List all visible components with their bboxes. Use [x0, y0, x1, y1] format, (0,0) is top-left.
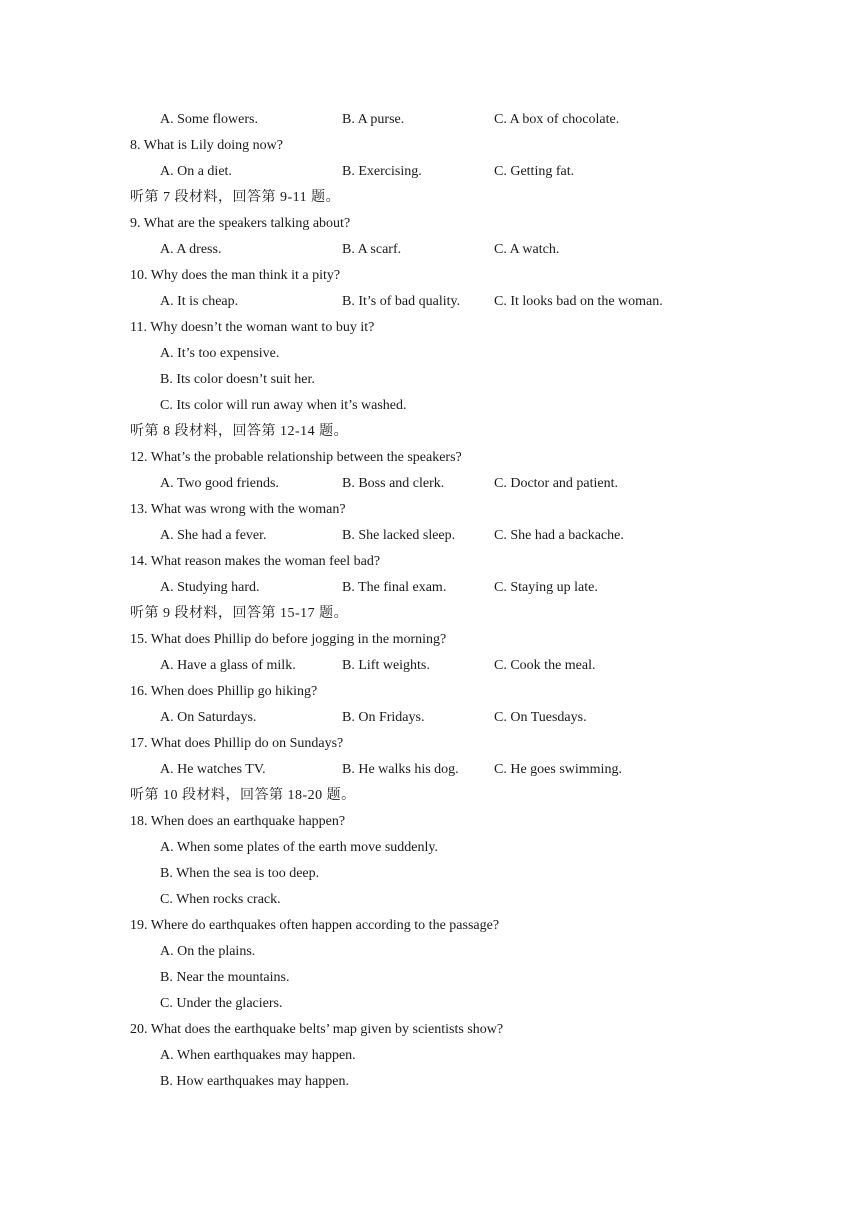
option-b: B. Boss and clerk.: [342, 476, 445, 491]
option-a: A. Some flowers.: [160, 112, 258, 127]
question-17: 17. What does Phillip do on Sundays?: [130, 736, 344, 751]
option-c: C. Doctor and patient.: [494, 476, 619, 491]
question-8-options: [0, 159, 860, 185]
question-18-option-b: B. When the sea is too deep.: [160, 866, 320, 881]
question-14: 14. What reason makes the woman feel bad?: [130, 554, 381, 569]
question-19-option-c: C. Under the glaciers.: [160, 996, 283, 1011]
question-15: 15. What does Phillip do before jogging in the morning?: [130, 632, 447, 647]
question-18-option-c: C. When rocks crack.: [160, 892, 281, 907]
question-9-options: [0, 237, 860, 263]
option-c: C. Getting fat.: [494, 164, 575, 179]
option-c: C. A watch.: [494, 242, 560, 257]
option-c: C. A box of chocolate.: [494, 112, 620, 127]
option-a: A. It is cheap.: [160, 294, 239, 309]
question-8: 8. What is Lily doing now?: [130, 138, 283, 153]
question-7-options: [0, 107, 860, 133]
question-15-options: [0, 653, 860, 679]
option-b: B. The final exam.: [342, 580, 447, 595]
question-20-option-b: B. How earthquakes may happen.: [160, 1074, 349, 1089]
option-a: A. On Saturdays.: [160, 710, 257, 725]
question-18: 18. When does an earthquake happen?: [130, 814, 346, 829]
question-10: 10. Why does the man think it a pity?: [130, 268, 341, 283]
option-c: C. He goes swimming.: [494, 762, 622, 777]
question-18-option-a: A. When some plates of the earth move suddenly.: [160, 840, 438, 855]
section-8-instruction: 听第 8 段材料，回答第 12-14 题。: [130, 424, 349, 439]
option-b: B. Exercising.: [342, 164, 422, 179]
question-11: 11. Why doesn’t the woman want to buy it?: [130, 320, 375, 335]
option-b: B. A purse.: [342, 112, 405, 127]
question-16-options: [0, 705, 860, 731]
option-c: C. On Tuesdays.: [494, 710, 587, 725]
question-19-option-a: A. On the plains.: [160, 944, 256, 959]
option-b: B. Lift weights.: [342, 658, 430, 673]
section-9-instruction: 听第 9 段材料，回答第 15-17 题。: [130, 606, 349, 621]
question-20-option-a: A. When earthquakes may happen.: [160, 1048, 356, 1063]
option-c: C. She had a backache.: [494, 528, 624, 543]
question-11-option-a: A. It’s too expensive.: [160, 346, 280, 361]
option-b: B. On Fridays.: [342, 710, 425, 725]
question-16: 16. When does Phillip go hiking?: [130, 684, 318, 699]
option-a: A. Have a glass of milk.: [160, 658, 296, 673]
section-7-instruction: 听第 7 段材料，回答第 9-11 题。: [130, 190, 341, 205]
option-a: A. On a diet.: [160, 164, 232, 179]
option-a: A. Two good friends.: [160, 476, 279, 491]
question-14-options: [0, 575, 860, 601]
option-b: B. It’s of bad quality.: [342, 294, 461, 309]
option-a: A. Studying hard.: [160, 580, 260, 595]
option-b: B. She lacked sleep.: [342, 528, 456, 543]
question-19-option-b: B. Near the mountains.: [160, 970, 290, 985]
section-10-instruction: 听第 10 段材料，回答第 18-20 题。: [130, 788, 356, 803]
question-19: 19. Where do earthquakes often happen according to the passage?: [130, 918, 500, 933]
option-a: A. A dress.: [160, 242, 222, 257]
question-11-option-b: B. Its color doesn’t suit her.: [160, 372, 315, 387]
option-a: A. He watches TV.: [160, 762, 266, 777]
question-13-options: [0, 523, 860, 549]
question-17-options: [0, 757, 860, 783]
option-c: C. Cook the meal.: [494, 658, 596, 673]
question-9: 9. What are the speakers talking about?: [130, 216, 351, 231]
question-20: 20. What does the earthquake belts’ map given by scientists show?: [130, 1022, 504, 1037]
option-a: A. She had a fever.: [160, 528, 267, 543]
question-11-option-c: C. Its color will run away when it’s washed.: [160, 398, 407, 413]
question-12: 12. What’s the probable relationship between the speakers?: [130, 450, 462, 465]
question-12-options: [0, 471, 860, 497]
option-c: C. It looks bad on the woman.: [494, 294, 663, 309]
option-b: B. He walks his dog.: [342, 762, 459, 777]
question-13: 13. What was wrong with the woman?: [130, 502, 346, 517]
question-10-options: [0, 289, 860, 315]
option-b: B. A scarf.: [342, 242, 402, 257]
option-c: C. Staying up late.: [494, 580, 598, 595]
